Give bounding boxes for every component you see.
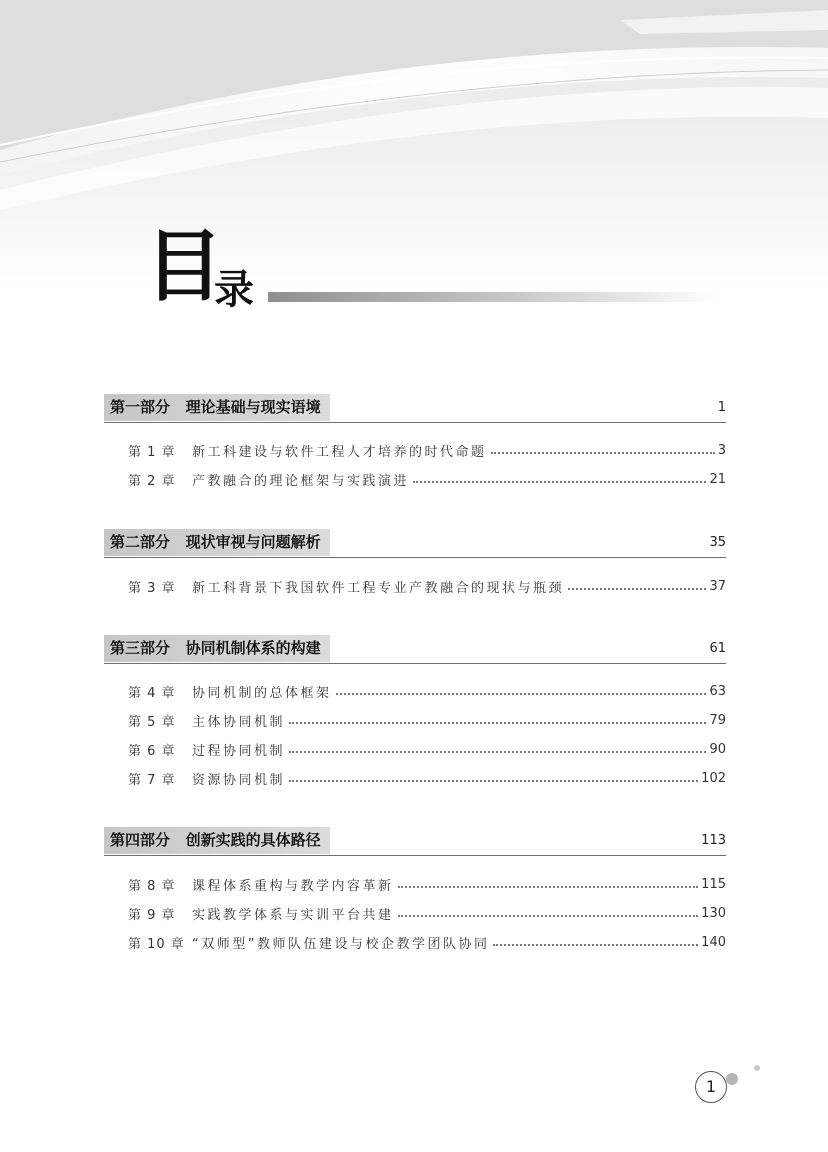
chapter-number: 第 7 章: [128, 772, 176, 788]
toc-entry[interactable]: [128, 681, 726, 701]
part-page-number: 35: [709, 535, 726, 550]
toc-entry[interactable]: [128, 874, 726, 894]
chapter-number: 第 2 章: [128, 473, 176, 489]
dot-leader: [289, 722, 706, 724]
chapter-number: 第 9 章: [128, 907, 176, 923]
toc-entry[interactable]: [128, 739, 726, 759]
chapter-title: 产教融合的理论框架与实践演进: [192, 473, 410, 489]
toc-entry[interactable]: [128, 768, 726, 788]
chapter-number: 第 4 章: [128, 685, 176, 701]
part-label: 第三部分 协同机制体系的构建: [104, 635, 330, 662]
part-heading-4[interactable]: [104, 827, 726, 856]
chapter-number: 第 5 章: [128, 714, 176, 730]
dot-leader: [398, 886, 699, 888]
dot-leader: [289, 751, 706, 753]
chapter-title: 协同机制的总体框架: [192, 685, 332, 701]
dot-leader: [491, 452, 715, 454]
chapter-page-number: 21: [709, 471, 726, 487]
toc-entry[interactable]: [128, 710, 726, 730]
chapter-number: 第 8 章: [128, 878, 176, 894]
header-wave-decoration: [0, 0, 828, 290]
part-label: 第一部分 理论基础与现实语境: [104, 394, 330, 421]
dot-leader: [336, 693, 707, 695]
dot-leader: [413, 481, 706, 483]
chapter-page-number: 90: [709, 741, 726, 757]
part-heading-3[interactable]: [104, 635, 726, 664]
chapter-number: 第 6 章: [128, 743, 176, 759]
part-label: 第二部分 现状审视与问题解析: [104, 529, 330, 556]
chapter-title: 主体协同机制: [192, 714, 286, 730]
dot-leader: [398, 915, 699, 917]
decorative-dot: [726, 1073, 738, 1085]
toc-title-secondary-char: 录: [214, 266, 254, 313]
chapter-title: 过程协同机制: [192, 743, 286, 759]
chapter-page-number: 140: [701, 934, 726, 950]
chapter-page-number: 102: [701, 770, 726, 786]
chapter-number: 第 1 章: [128, 444, 176, 460]
toc-entry[interactable]: [128, 469, 726, 489]
chapter-title: 课程体系重构与教学内容革新: [192, 878, 394, 894]
toc-entry[interactable]: [128, 932, 726, 952]
chapter-number: 第 3 章: [128, 580, 176, 596]
chapter-page-number: 115: [701, 876, 726, 892]
toc-title-main-char: 目: [145, 221, 224, 312]
chapter-title: 实践教学体系与实训平台共建: [192, 907, 394, 923]
chapter-title: “双师型”教师队伍建设与校企教学团队协同: [192, 936, 490, 952]
toc-entry[interactable]: [128, 903, 726, 923]
chapter-title: 新工科背景下我国软件工程专业产教融合的现状与瓶颈: [192, 580, 565, 596]
chapter-page-number: 37: [709, 578, 726, 594]
chapter-page-number: 130: [701, 905, 726, 921]
chapter-title: 新工科建设与软件工程人才培养的时代命题: [192, 444, 487, 460]
dot-leader: [289, 780, 698, 782]
chapter-page-number: 3: [717, 442, 726, 458]
dot-leader: [493, 944, 698, 946]
page-number-badge: 1: [695, 1071, 727, 1103]
toc-entry[interactable]: [128, 576, 726, 596]
title-gradient-bar: [268, 292, 720, 302]
part-page-number: 61: [709, 641, 726, 656]
part-heading-2[interactable]: [104, 529, 726, 558]
part-page-number: 113: [701, 833, 726, 848]
part-label: 第四部分 创新实践的具体路径: [104, 827, 330, 854]
part-page-number: 1: [717, 400, 726, 415]
decorative-dot: [754, 1065, 760, 1071]
chapter-page-number: 63: [709, 683, 726, 699]
chapter-title: 资源协同机制: [192, 772, 286, 788]
chapter-number: 第 10 章: [128, 936, 185, 952]
chapter-page-number: 79: [709, 712, 726, 728]
dot-leader: [568, 588, 706, 590]
toc-entry[interactable]: [128, 440, 726, 460]
part-heading-1[interactable]: [104, 394, 726, 423]
